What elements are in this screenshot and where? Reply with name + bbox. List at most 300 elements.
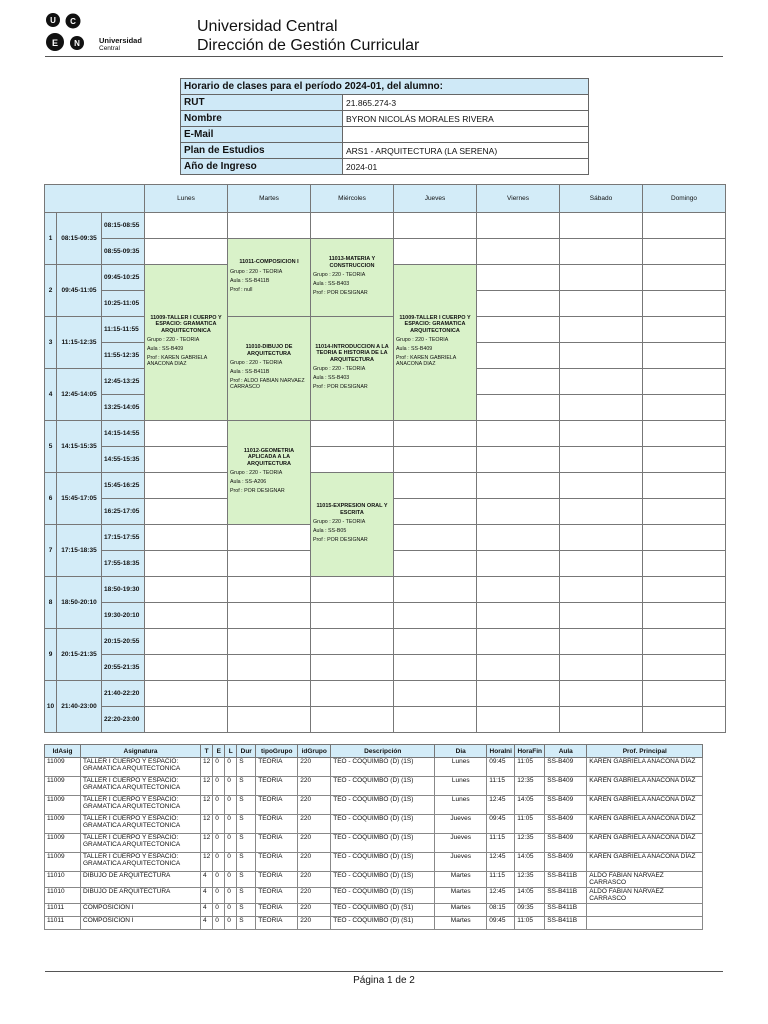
detail-cell: 12:35 bbox=[515, 872, 545, 888]
empty-slot bbox=[560, 265, 643, 291]
empty-slot bbox=[477, 525, 560, 551]
detail-cell: 0 bbox=[225, 834, 237, 853]
empty-slot bbox=[643, 525, 726, 551]
detail-cell: 0 bbox=[225, 872, 237, 888]
detail-cell: TEORIA bbox=[256, 796, 298, 815]
detail-cell: Martes bbox=[435, 888, 487, 904]
detail-cell: SS-B411B bbox=[545, 917, 587, 930]
empty-slot bbox=[560, 629, 643, 655]
detail-cell: 11011 bbox=[45, 917, 81, 930]
empty-slot bbox=[145, 499, 228, 525]
block-time-range: 14:15-15:35 bbox=[57, 421, 102, 473]
empty-slot bbox=[477, 291, 560, 317]
empty-slot bbox=[560, 447, 643, 473]
empty-slot bbox=[643, 551, 726, 577]
detail-cell bbox=[587, 917, 703, 930]
empty-slot bbox=[145, 213, 228, 239]
empty-slot bbox=[560, 239, 643, 265]
detail-cell: SS-B411B bbox=[545, 888, 587, 904]
empty-slot bbox=[228, 629, 311, 655]
empty-slot bbox=[643, 239, 726, 265]
course-detail-line: Prof : KAREN GABRIELA ANACONA DIAZ bbox=[396, 354, 457, 367]
empty-slot bbox=[394, 499, 477, 525]
detail-cell: 12 bbox=[201, 796, 213, 815]
empty-slot bbox=[477, 213, 560, 239]
empty-slot bbox=[228, 681, 311, 707]
empty-slot bbox=[145, 629, 228, 655]
detail-cell: TEORIA bbox=[256, 853, 298, 872]
empty-slot bbox=[477, 551, 560, 577]
empty-slot bbox=[228, 603, 311, 629]
block-number: 3 bbox=[45, 317, 57, 369]
course-detail-line: Prof : POR DESIGNAR bbox=[313, 536, 368, 543]
course-detail-line: Prof : ALDO FABIAN NARVAEZ CARRASCO bbox=[230, 377, 305, 390]
empty-slot bbox=[643, 395, 726, 421]
detail-cell bbox=[587, 904, 703, 917]
student-info-row bbox=[181, 127, 589, 143]
schedule-row bbox=[45, 681, 726, 707]
schedule-body bbox=[45, 213, 726, 733]
detail-cell: 220 bbox=[298, 853, 331, 872]
day-header-jueves: Jueves bbox=[394, 185, 477, 213]
detail-header: Dur bbox=[237, 745, 256, 758]
course-detail-line: Prof : POR DESIGNAR bbox=[230, 487, 285, 494]
block-time-range: 18:50-20:10 bbox=[57, 577, 102, 629]
logo-letter: C bbox=[70, 17, 76, 26]
block-number: 9 bbox=[45, 629, 57, 681]
block-time-range: 20:15-21:35 bbox=[57, 629, 102, 681]
detail-cell: Martes bbox=[435, 872, 487, 888]
detail-cell: 0 bbox=[213, 917, 225, 930]
course-block bbox=[311, 473, 394, 577]
empty-slot bbox=[643, 265, 726, 291]
student-info-label: Año de Ingreso bbox=[181, 159, 343, 175]
detail-cell: TEORIA bbox=[256, 777, 298, 796]
detail-cell: Lunes bbox=[435, 758, 487, 777]
schedule-row bbox=[45, 239, 726, 265]
page-header bbox=[45, 10, 723, 57]
detail-cell: 220 bbox=[298, 758, 331, 777]
empty-slot bbox=[228, 655, 311, 681]
empty-slot bbox=[145, 421, 228, 447]
slot-time: 22:20-23:00 bbox=[102, 707, 145, 733]
slot-time: 19:30-20:10 bbox=[102, 603, 145, 629]
detail-cell: Lunes bbox=[435, 796, 487, 815]
detail-cell: DIBUJO DE ARQUITECTURA bbox=[81, 888, 201, 904]
empty-slot bbox=[228, 577, 311, 603]
course-detail-line: Grupo : 220 - TEORIA bbox=[230, 469, 283, 476]
empty-slot bbox=[394, 655, 477, 681]
empty-slot bbox=[311, 655, 394, 681]
student-info-label: RUT bbox=[181, 95, 343, 111]
slot-time: 17:15-17:55 bbox=[102, 525, 145, 551]
detail-header: L bbox=[225, 745, 237, 758]
detail-cell: TEORIA bbox=[256, 815, 298, 834]
slot-time: 08:15-08:55 bbox=[102, 213, 145, 239]
day-header-miércoles: Miércoles bbox=[311, 185, 394, 213]
block-time-range: 17:15-18:35 bbox=[57, 525, 102, 577]
empty-slot bbox=[643, 421, 726, 447]
slot-time: 15:45-16:25 bbox=[102, 473, 145, 499]
course-detail-line: Prof : POR DESIGNAR bbox=[313, 383, 368, 390]
detail-cell: S bbox=[237, 834, 256, 853]
course-title: 11013-MATERIA Y CONSTRUCCION bbox=[328, 256, 376, 269]
detail-cell: 0 bbox=[213, 853, 225, 872]
empty-slot bbox=[477, 577, 560, 603]
empty-slot bbox=[560, 655, 643, 681]
course-block bbox=[228, 239, 311, 317]
detail-cell: 11009 bbox=[45, 815, 81, 834]
detail-header: Prof. Principal bbox=[587, 745, 703, 758]
detail-cell: 12 bbox=[201, 777, 213, 796]
empty-slot bbox=[311, 421, 394, 447]
empty-slot bbox=[477, 681, 560, 707]
header-title: Universidad Central bbox=[197, 18, 338, 35]
detail-cell: SS-B409 bbox=[545, 796, 587, 815]
slot-time: 18:50-19:30 bbox=[102, 577, 145, 603]
detail-cell: 220 bbox=[298, 834, 331, 853]
empty-slot bbox=[394, 447, 477, 473]
empty-slot bbox=[394, 213, 477, 239]
block-number: 4 bbox=[45, 369, 57, 421]
detail-cell: KAREN GABRIELA ANACONA DÍAZ bbox=[587, 796, 703, 815]
empty-slot bbox=[394, 603, 477, 629]
detail-cell: SS-B409 bbox=[545, 777, 587, 796]
empty-slot bbox=[311, 629, 394, 655]
block-number: 6 bbox=[45, 473, 57, 525]
detail-cell: TEORIA bbox=[256, 834, 298, 853]
block-time-range: 11:15-12:35 bbox=[57, 317, 102, 369]
detail-cell: TEORIA bbox=[256, 888, 298, 904]
course-detail-line: Prof : KAREN GABRIELA ANACONA DIAZ bbox=[147, 354, 208, 367]
slot-time: 20:55-21:35 bbox=[102, 655, 145, 681]
course-block bbox=[228, 421, 311, 525]
empty-slot bbox=[643, 499, 726, 525]
detail-cell: S bbox=[237, 888, 256, 904]
detail-cell: TEORIA bbox=[256, 904, 298, 917]
empty-slot bbox=[643, 707, 726, 733]
block-time-range: 08:15-09:35 bbox=[57, 213, 102, 265]
detail-header: Asignatura bbox=[81, 745, 201, 758]
detail-cell: SS-B409 bbox=[545, 815, 587, 834]
detail-cell: COMPOSICION I bbox=[81, 904, 201, 917]
empty-slot bbox=[560, 395, 643, 421]
detail-cell: TEORIA bbox=[256, 917, 298, 930]
detail-cell: SS-B409 bbox=[545, 834, 587, 853]
detail-cell: 0 bbox=[213, 796, 225, 815]
detail-cell: Jueves bbox=[435, 815, 487, 834]
empty-slot bbox=[643, 343, 726, 369]
logo-letter: E bbox=[51, 38, 59, 48]
detail-cell: S bbox=[237, 904, 256, 917]
empty-slot bbox=[311, 603, 394, 629]
detail-cell: TALLER I CUERPO Y ESPACIO: GRAMATICA ARQUITECTONICA bbox=[81, 777, 201, 796]
detail-cell: TEO - COQUIMBO (D) (1S) bbox=[331, 777, 435, 796]
detail-cell: 0 bbox=[225, 815, 237, 834]
course-block bbox=[311, 317, 394, 421]
empty-slot bbox=[643, 577, 726, 603]
empty-slot bbox=[560, 707, 643, 733]
day-header-viernes: Viernes bbox=[477, 185, 560, 213]
course-detail-line: Grupo : 220 - TEORIA bbox=[313, 271, 366, 278]
detail-row bbox=[45, 758, 703, 777]
detail-cell: 11:05 bbox=[515, 758, 545, 777]
empty-slot bbox=[477, 473, 560, 499]
detail-cell: 4 bbox=[201, 888, 213, 904]
course-detail-line: Grupo : 220 - TEORIA bbox=[313, 518, 366, 525]
detail-cell: 0 bbox=[225, 777, 237, 796]
logo-subname: Central bbox=[99, 45, 120, 52]
empty-slot bbox=[228, 525, 311, 551]
detail-cell: 11009 bbox=[45, 834, 81, 853]
student-info-heading: Horario de clases para el período 2024-01, del alumno: bbox=[181, 79, 589, 95]
empty-slot bbox=[228, 213, 311, 239]
empty-slot bbox=[394, 629, 477, 655]
detail-header-row bbox=[45, 745, 703, 758]
student-info-value: BYRON NICOLÁS MORALES RIVERA bbox=[343, 111, 589, 127]
student-info-row bbox=[181, 95, 589, 111]
detail-cell: 0 bbox=[213, 777, 225, 796]
slot-time: 14:15-14:55 bbox=[102, 421, 145, 447]
block-time-range: 21:40-23:00 bbox=[57, 681, 102, 733]
course-detail-line: Aula : SS-B411B bbox=[230, 277, 270, 284]
detail-cell: TALLER I CUERPO Y ESPACIO: GRAMATICA ARQUITECTONICA bbox=[81, 853, 201, 872]
block-number: 10 bbox=[45, 681, 57, 733]
detail-cell: 12:45 bbox=[487, 853, 515, 872]
detail-row bbox=[45, 872, 703, 888]
empty-slot bbox=[145, 551, 228, 577]
schedule-row bbox=[45, 577, 726, 603]
detail-header: HoraIni bbox=[487, 745, 515, 758]
detail-cell: S bbox=[237, 872, 256, 888]
detail-cell: 220 bbox=[298, 888, 331, 904]
course-block bbox=[311, 239, 394, 317]
detail-cell: TEORIA bbox=[256, 872, 298, 888]
slot-time: 09:45-10:25 bbox=[102, 265, 145, 291]
detail-cell: 0 bbox=[225, 758, 237, 777]
course-block bbox=[145, 265, 228, 421]
detail-row bbox=[45, 904, 703, 917]
empty-slot bbox=[560, 577, 643, 603]
slot-time: 11:15-11:55 bbox=[102, 317, 145, 343]
detail-cell: 220 bbox=[298, 904, 331, 917]
detail-cell: S bbox=[237, 777, 256, 796]
detail-cell: Jueves bbox=[435, 853, 487, 872]
detail-cell: ALDO FABIAN NARVAEZ CARRASCO bbox=[587, 872, 703, 888]
schedule-row bbox=[45, 603, 726, 629]
detail-header: E bbox=[213, 745, 225, 758]
empty-slot bbox=[643, 369, 726, 395]
detail-cell: 11009 bbox=[45, 758, 81, 777]
logo-letter: N bbox=[74, 39, 80, 48]
schedule-row bbox=[45, 707, 726, 733]
detail-cell: 11009 bbox=[45, 853, 81, 872]
slot-time: 08:55-09:35 bbox=[102, 239, 145, 265]
detail-cell: 14:05 bbox=[515, 796, 545, 815]
block-number: 8 bbox=[45, 577, 57, 629]
empty-slot bbox=[311, 447, 394, 473]
slot-time: 14:55-15:35 bbox=[102, 447, 145, 473]
slot-time: 13:25-14:05 bbox=[102, 395, 145, 421]
detail-cell: S bbox=[237, 853, 256, 872]
empty-slot bbox=[477, 447, 560, 473]
empty-slot bbox=[477, 629, 560, 655]
student-info-row bbox=[181, 111, 589, 127]
schedule-header-row bbox=[45, 185, 726, 213]
course-detail-line: Grupo : 220 - TEORIA bbox=[147, 336, 200, 343]
detail-row bbox=[45, 796, 703, 815]
student-info-body bbox=[181, 95, 589, 175]
detail-cell: DIBUJO DE ARQUITECTURA bbox=[81, 872, 201, 888]
schedule-corner-cell bbox=[45, 185, 145, 213]
empty-slot bbox=[560, 473, 643, 499]
student-info-label: Plan de Estudios bbox=[181, 143, 343, 159]
detail-cell: KAREN GABRIELA ANACONA DÍAZ bbox=[587, 834, 703, 853]
course-title: 11012-GEOMETRIA APLICADA A LA ARQUITECTURA bbox=[243, 448, 295, 467]
detail-header: T bbox=[201, 745, 213, 758]
schedule-row bbox=[45, 447, 726, 473]
detail-row bbox=[45, 777, 703, 796]
detail-cell: 0 bbox=[213, 758, 225, 777]
block-number: 1 bbox=[45, 213, 57, 265]
detail-cell: 0 bbox=[225, 853, 237, 872]
detail-cell: 0 bbox=[213, 888, 225, 904]
empty-slot bbox=[560, 551, 643, 577]
empty-slot bbox=[477, 265, 560, 291]
course-detail-line: Aula : SS-B403 bbox=[313, 280, 350, 287]
detail-cell: 11:15 bbox=[487, 872, 515, 888]
empty-slot bbox=[394, 473, 477, 499]
empty-slot bbox=[145, 681, 228, 707]
schedule-row bbox=[45, 655, 726, 681]
empty-slot bbox=[643, 473, 726, 499]
detail-body bbox=[45, 758, 703, 930]
empty-slot bbox=[145, 707, 228, 733]
course-title: 11015-EXPRESION ORAL Y ESCRITA bbox=[316, 503, 388, 516]
detail-cell: S bbox=[237, 815, 256, 834]
empty-slot bbox=[477, 395, 560, 421]
schedule-row bbox=[45, 629, 726, 655]
block-number: 5 bbox=[45, 421, 57, 473]
empty-slot bbox=[228, 707, 311, 733]
detail-cell: TEO - COQUIMBO (D) (S1) bbox=[331, 917, 435, 930]
detail-cell: Jueves bbox=[435, 834, 487, 853]
course-detail-line: Prof : null bbox=[230, 286, 253, 293]
day-header-martes: Martes bbox=[228, 185, 311, 213]
detail-cell: TALLER I CUERPO Y ESPACIO: GRAMATICA ARQUITECTONICA bbox=[81, 815, 201, 834]
empty-slot bbox=[394, 577, 477, 603]
detail-cell: 09:45 bbox=[487, 815, 515, 834]
empty-slot bbox=[643, 291, 726, 317]
empty-slot bbox=[394, 707, 477, 733]
student-info-table bbox=[180, 78, 589, 175]
empty-slot bbox=[643, 629, 726, 655]
detail-cell: SS-B409 bbox=[545, 758, 587, 777]
empty-slot bbox=[477, 655, 560, 681]
course-detail-line: Grupo : 220 - TEORIA bbox=[230, 359, 283, 366]
empty-slot bbox=[145, 239, 228, 265]
course-title: 11010-DIBUJO DE ARQUITECTURA bbox=[245, 344, 293, 357]
student-info-value: ARS1 - ARQUITECTURA (LA SERENA) bbox=[343, 143, 589, 159]
course-detail-table bbox=[44, 744, 703, 930]
detail-cell: 0 bbox=[213, 872, 225, 888]
empty-slot bbox=[560, 317, 643, 343]
empty-slot bbox=[311, 213, 394, 239]
empty-slot bbox=[477, 343, 560, 369]
detail-cell: SS-B411B bbox=[545, 904, 587, 917]
course-detail-line: Aula : SS-B05 bbox=[313, 527, 347, 534]
detail-cell: 4 bbox=[201, 872, 213, 888]
student-info-label: Nombre bbox=[181, 111, 343, 127]
empty-slot bbox=[560, 603, 643, 629]
empty-slot bbox=[145, 603, 228, 629]
detail-cell: 0 bbox=[213, 904, 225, 917]
detail-cell: 0 bbox=[213, 815, 225, 834]
detail-header: Aula bbox=[545, 745, 587, 758]
detail-cell: 220 bbox=[298, 917, 331, 930]
detail-cell: TEO - COQUIMBO (D) (1S) bbox=[331, 796, 435, 815]
logo-letter: U bbox=[50, 16, 56, 25]
empty-slot bbox=[477, 499, 560, 525]
day-header-sábado: Sábado bbox=[560, 185, 643, 213]
course-detail-line: Grupo : 220 - TEORIA bbox=[396, 336, 449, 343]
detail-cell: 11:15 bbox=[487, 777, 515, 796]
empty-slot bbox=[311, 681, 394, 707]
footer-divider bbox=[45, 971, 723, 972]
empty-slot bbox=[145, 473, 228, 499]
slot-time: 16:25-17:05 bbox=[102, 499, 145, 525]
student-info-row bbox=[181, 143, 589, 159]
block-time-range: 15:45-17:05 bbox=[57, 473, 102, 525]
empty-slot bbox=[145, 577, 228, 603]
student-info-row bbox=[181, 159, 589, 175]
detail-cell: 12 bbox=[201, 815, 213, 834]
course-detail-line: Aula : SS-B409 bbox=[396, 345, 433, 352]
detail-cell: 0 bbox=[225, 904, 237, 917]
empty-slot bbox=[643, 317, 726, 343]
course-block bbox=[228, 317, 311, 421]
detail-cell: 220 bbox=[298, 796, 331, 815]
student-info-value: 2024-01 bbox=[343, 159, 589, 175]
course-block bbox=[394, 265, 477, 421]
day-header-domingo: Domingo bbox=[643, 185, 726, 213]
course-title: 11011-COMPOSICION I bbox=[239, 259, 299, 266]
detail-cell: TALLER I CUERPO Y ESPACIO: GRAMATICA ARQUITECTONICA bbox=[81, 834, 201, 853]
course-title: 11009-TALLER I CUERPO Y ESPACIO: GRAMATICA ARQUITECTONICA bbox=[399, 315, 471, 334]
empty-slot bbox=[311, 577, 394, 603]
empty-slot bbox=[560, 421, 643, 447]
university-logo bbox=[45, 12, 91, 54]
slot-time: 12:45-13:25 bbox=[102, 369, 145, 395]
detail-cell: 4 bbox=[201, 904, 213, 917]
student-info-value: 21.865.274-3 bbox=[343, 95, 589, 111]
schedule-row bbox=[45, 473, 726, 499]
detail-cell: SS-B409 bbox=[545, 853, 587, 872]
course-title: 11014-INTRODUCCION A LA TEORIA E HISTORIA DE LA ARQUITECTURA bbox=[315, 344, 389, 363]
detail-cell: TEO - COQUIMBO (D) (1S) bbox=[331, 853, 435, 872]
detail-cell: 14:05 bbox=[515, 853, 545, 872]
detail-cell: Martes bbox=[435, 904, 487, 917]
schedule-row bbox=[45, 213, 726, 239]
detail-cell: Martes bbox=[435, 917, 487, 930]
course-detail-line: Grupo : 220 - TEORIA bbox=[313, 365, 366, 372]
detail-header: tipoGrupo bbox=[256, 745, 298, 758]
empty-slot bbox=[394, 681, 477, 707]
detail-cell: 220 bbox=[298, 815, 331, 834]
empty-slot bbox=[560, 369, 643, 395]
empty-slot bbox=[477, 317, 560, 343]
detail-header: idGrupo bbox=[298, 745, 331, 758]
